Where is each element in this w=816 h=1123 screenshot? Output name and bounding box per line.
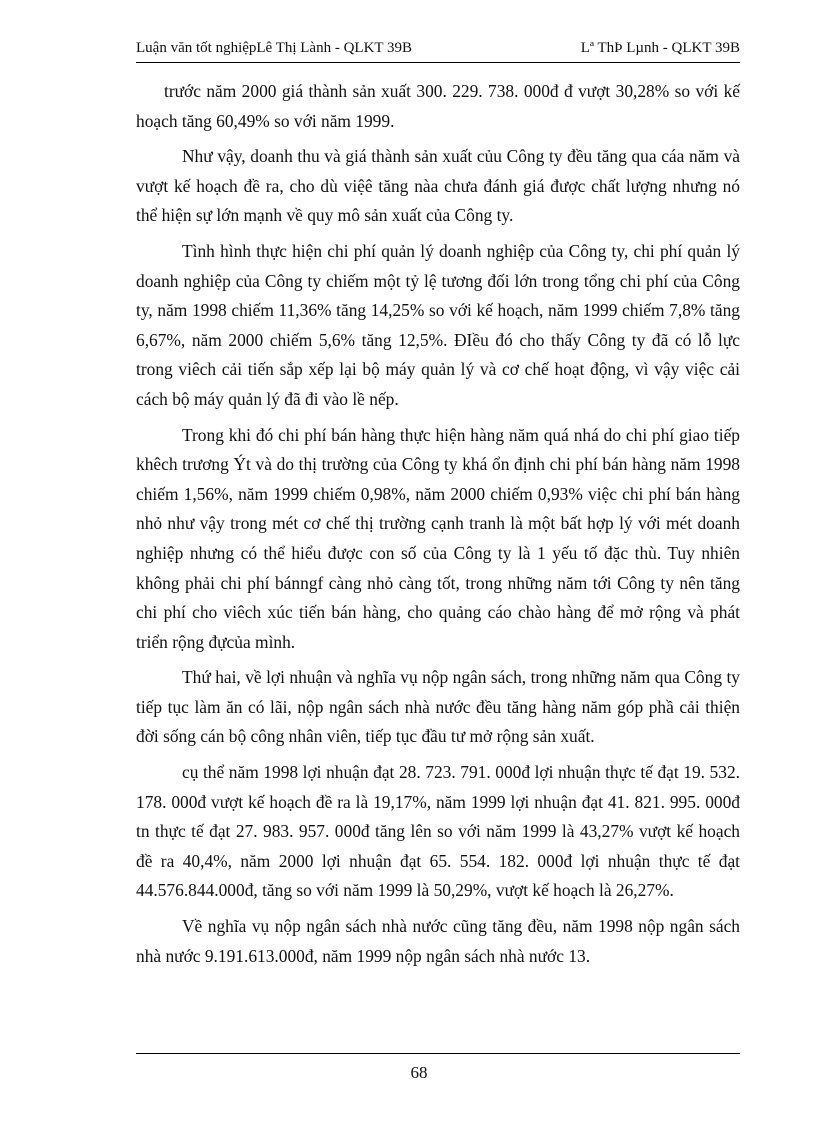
- paragraph: trước năm 2000 giá thành sản xuất 300. 229. 738. 000đ đ vượt 30,28% so với kế hoạch tăng 60,49% so với năm 1999.: [136, 81, 740, 131]
- page-number: 68: [410, 1063, 428, 1082]
- page-header: [136, 38, 740, 63]
- paragraph: cụ thể năm 1998 lợi nhuận đạt 28. 723. 791. 000đ lợi nhuận thực tế đạt 19. 532. 178. 000đ vượt kế hoạch đề ra là 19,17%, năm 1999 lợi nhuận đạt 41. 821. 995. 000đ tn thực tế đạt 27. 983. 957. 000đ tăng lên so với năm 1999 là 43,27% vượt kế hoạch đề ra 40,4%, năm 2000 lợi nhuận đạt 65. 554. 182. 000đ lợi nhuận thực tế đạt 44.576.844.000đ, tăng so với năm 1999 là 50,29%, vượt kế hoạch là 26,27%.: [136, 762, 740, 901]
- header-right-title: Lª ThÞ Lµnh - QLKT 39B: [580, 40, 740, 56]
- footer-divider: [136, 1053, 740, 1054]
- paragraph: Như vậy, doanh thu và giá thành sản xuất củu Công ty đều tăng qua cáa năm và vượt kế hoạch đề ra, cho dù việê tăng nàa chưa đánh giá được chất lượng nhưng nó thể hiện sự lớn mạnh về quy mô sản xuất của Công ty.: [136, 146, 740, 226]
- paragraph: Trong khi đó chi phí bán hàng thực hiện hàng năm quá nhá do chi phí giao tiếp khêch trương Ýt và do thị trường của Công ty khá ổn định chi phí bán hàng năm 1998 chiếm 1,56%, năm 1999 chiếm 0,98%, năm 2000 chiếm 0,93% việc chi phí bán hàng nhỏ như vậy trong mét cơ chế thị trường cạnh tranh là một bất hợp lý với mét doanh nghiệp nhưng có thể hiểu được con số của Công ty là 1 yếu tố đặc thù. Tuy nhiên không phải chi phí bánngf càng nhỏ càng tốt, trong những năm tới Công ty nên tăng chi phí cho viêch xúc tiến bán hàng, cho quảng cáo chào hàng để mở rộng và phát triển rộng đựcủa mình.: [136, 424, 740, 652]
- paragraph: Về nghĩa vụ nộp ngân sách nhà nước cũng tăng đều, năm 1998 nộp ngân sách nhà nước 9.191.613.000đ, năm 1999 nộp ngân sách nhà nước 13.: [136, 916, 740, 966]
- header-left-title: Luận văn tốt nghiệpLê Thị Lành - QLKT 39B: [136, 40, 413, 56]
- document-body: [136, 77, 740, 977]
- paragraph: Tình hình thực hiện chi phí quản lý doanh nghiệp của Công ty, chi phí quản lý doanh nghiệp của Công ty chiếm một tỷ lệ tương đối lớn trong tổng chi phí của Công ty, năm 1998 chiếm 11,36% tăng 14,25% so với kế hoạch, năm 1999 chiếm 7,8% tăng 6,67%, năm 2000 chiếm 5,6% tăng 12,5%. ĐIều đó cho thấy Công ty đã có lỗ lực trong viêch cải tiến sắp xếp lại bộ máy quản lý và cơ chế hoạt động, vì vậy việc cải cách bộ máy quản lý đã đi vào lề nếp.: [136, 240, 740, 409]
- paragraph: Thứ hai, về lợi nhuận và nghĩa vụ nộp ngân sách, trong những năm qua Công ty tiếp tục làm ăn có lãi, nộp ngân sách nhà nước đều tăng hàng năm góp phầ cải thiện đời sống cán bộ công nhân viên, tiếp tục đầu tư mở rộng sản xuất.: [136, 667, 740, 747]
